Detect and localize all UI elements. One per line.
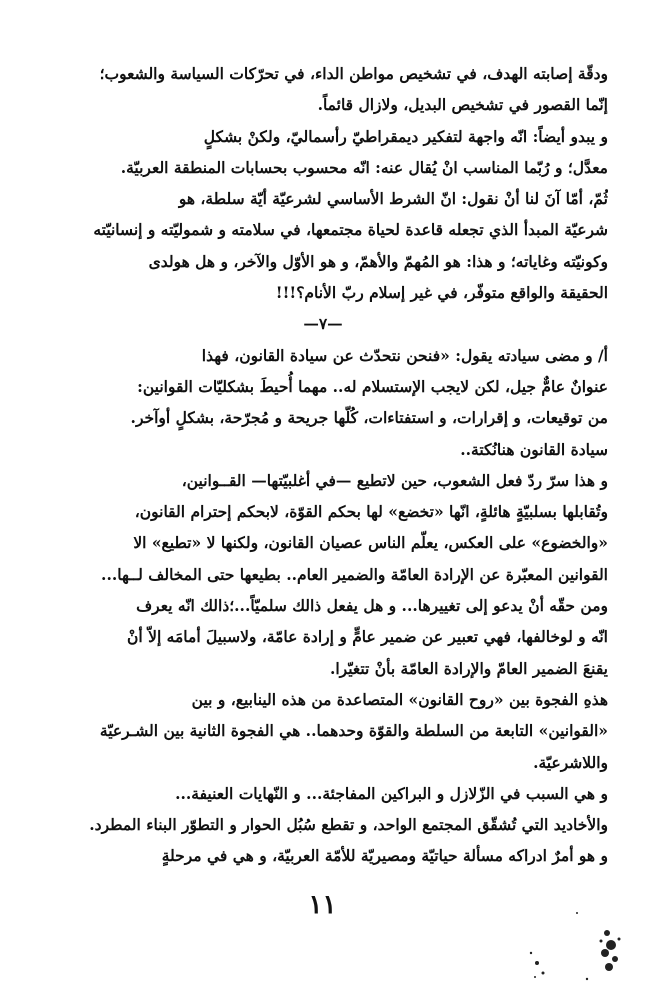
page-body [38, 58, 608, 872]
text-line: ثُمّ، أمّا آنَ لنا أنْ نقول: انّ الشرط الأساسي لشرعيّة أيّة سلطة، هو [178, 189, 608, 209]
ink-specks [507, 893, 627, 983]
text-line: «القوانين» التابعة من السلطة والقوّة وحدهما.. هي الفجوة الثانية بين الشـرعيّة [99, 721, 608, 741]
text-line: و هي السبب في الزّلازل و البراكين المفاجئة... و النّهايات العنيفة... [175, 783, 608, 803]
text-line: و هذا سرّ ردّ فعل الشعوب، حين لاتطيع —في أغلبيّتها— القــوانين، [181, 470, 608, 490]
section-marker: —٧— [303, 314, 343, 334]
text-line: و هو أمرٌ ادراكه مسألة حياتيّة ومصيريّة للأمّة العربيّة، و هي في مرحلةٍ [161, 846, 608, 866]
text-line: انّه و لوخالفها، فهي تعبير عن ضمير عامٍّ و إرادة عامّة، ولاسبيلَ أمامَه إلاّ أنْ [127, 627, 608, 647]
text-line: واللاشرعيّة. [533, 752, 608, 772]
text-line: وكونيّته وغاياته؛ و هذا: هو المُهمّ والأهمّ، و هو الأوّل والآخر، و هل هولدى [148, 251, 608, 271]
page-number: ١١ [308, 890, 337, 920]
text-line: «والخضوع» على العكس، يعلّم الناس عصيان القانون، ولكنها لا «تطيع» الا [133, 533, 608, 553]
text-line: شرعيّة المبدأ الذي تجعله قاعدة لحياة مجتمعها، في سلامته و شموليّته و إنسانيّته [93, 220, 608, 240]
text-line: إنّما القصور في تشخيص البديل، ولازال قائماً. [317, 95, 608, 115]
text-line: القوانين المعبّرة عن الإرادة العامّة والضمير العام.. بطيعها حتى المخالف لــها... [101, 564, 608, 584]
text-line: يقنعَ الضمير العامّ والإرادة العامّة بأنْ تتغيّرا. [329, 658, 608, 678]
text-line: و يبدو أيضاً: انّه واجهة لتفكير ديمقراطيّ رأسماليّ، ولكنْ بشكلٍ [203, 126, 608, 146]
text-line: عنوانٌ عامٌّ جيل، لكن لايجب الإستسلام له.. مهما أُحيطَ بشكليّات القوانين: [137, 376, 608, 396]
text-line: هذهِ الفجوة بين «روح القانون» المتصاعدة من هذه الينابيع، و بين [191, 689, 608, 709]
text-line: الحقيقة والواقع متوفّر، في غير إسلام ربّ الأنام؟!!! [275, 283, 608, 303]
text-line: وتُقابلها بسلبيّةٍ هائلةٍ، انّها «تخضع» لها بحكم القوّة، لابحكم إحترام القانون، [134, 502, 608, 522]
text-line: ودقّة إصابته الهدف، في تشخيص مواطن الداء، في تحرّكات السياسة والشعوب؛ [99, 64, 608, 83]
text-line: سيادة القانون هنانُكتة.. [460, 439, 608, 459]
text-line: ومن حقّه أنْ يدعو إلى تغييرها... و هل يفعل ذالك سلميّاً...؛ذالك انّه يعرف [136, 596, 608, 616]
text-line: من توقيعات، و إقرارات، و استفتاءات، كُلّها جريحة و مُجرّحة، بشكلٍ أوآخر. [130, 408, 608, 428]
text-line: أ/ و مضى سيادته يقول: «فنحن نتحدّث عن سيادة القانون، فهذا [201, 345, 608, 365]
text-line: معدَّل؛ و رُبّما المناسب انْ يُقال عنه: انّه محسوب بحسابات المنطقة العربيّة. [120, 157, 608, 177]
text-line: والأخاديد التي تُشقّق المجتمع الواحد، و تقطع سُبُل الحوار و التطوّر البناء المطرد. [89, 815, 608, 835]
